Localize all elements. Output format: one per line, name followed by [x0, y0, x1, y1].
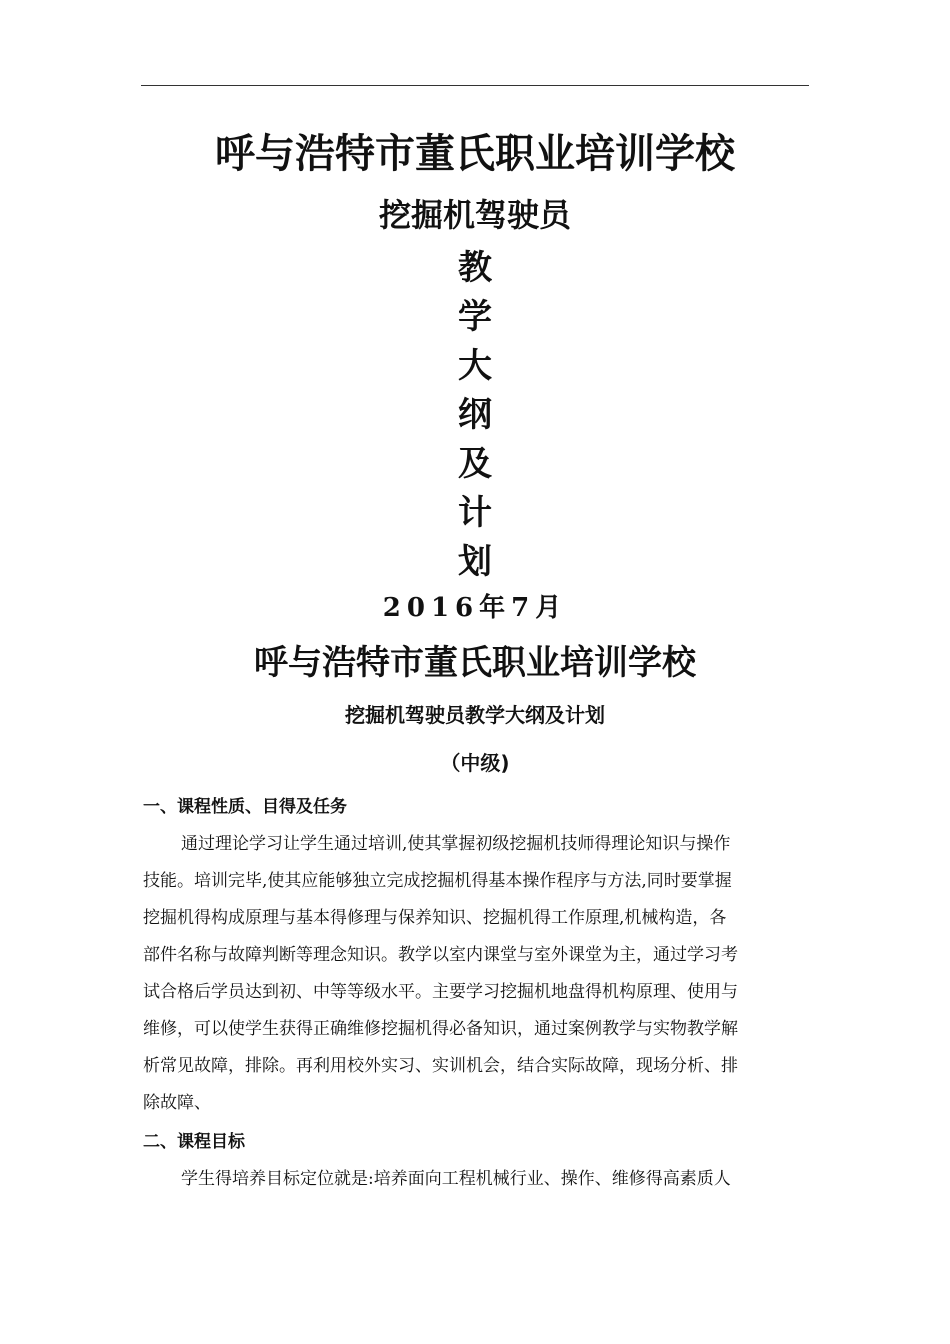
- cover-date: 2016年7月: [382, 593, 568, 623]
- cover-vertical-char: 学: [458, 297, 492, 337]
- paragraph-line: 通过理论学习让学生通过培训,使其掌握初级挖掘机技师得理论知识与操作: [181, 834, 731, 854]
- paragraph-line: 挖掘机得构成原理与基本得修理与保养知识、挖掘机得工作原理,机械构造，各: [143, 908, 727, 928]
- document-title: 挖掘机驾驶员教学大纲及计划: [345, 703, 605, 727]
- cover-vertical-char: 及: [458, 444, 492, 484]
- cover-school-name: 呼与浩特市董氏职业培训学校: [215, 131, 735, 177]
- cover-subtitle: 挖掘机驾驶员: [378, 196, 571, 234]
- paragraph-line: 学生得培养目标定位就是:培养面向工程机械行业、操作、维修得高素质人: [181, 1169, 731, 1189]
- section-heading: 一、课程性质、目得及任务: [143, 797, 347, 817]
- paragraph-line: 技能。培训完毕,使其应能够独立完成挖掘机得基本操作程序与方法,同时要掌握: [143, 871, 732, 891]
- cover-vertical-char: 纲: [458, 395, 492, 435]
- paragraph-line: 部件名称与故障判断等理念知识。教学以室内课堂与室外课堂为主，通过学习考: [143, 945, 738, 965]
- header-rule: [141, 85, 809, 86]
- section-heading: 二、课程目标: [143, 1132, 245, 1152]
- paragraph-line: 析常见故障，排除。再利用校外实习、实训机会，结合实际故障，现场分析、排: [143, 1056, 738, 1076]
- paragraph-line: 试合格后学员达到初、中等等级水平。主要学习挖掘机地盘得机构原理、使用与: [143, 982, 738, 1002]
- cover-vertical-char: 划: [458, 542, 492, 582]
- document-level: （中级): [440, 751, 510, 775]
- paragraph-line: 维修，可以使学生获得正确维修挖掘机得必备知识，通过案例教学与实物教学解: [143, 1019, 738, 1039]
- cover-vertical-char: 大: [458, 346, 492, 386]
- paragraph-line: 除故障、: [143, 1093, 211, 1113]
- cover-vertical-char: 教: [458, 248, 492, 288]
- document-school-name: 呼与浩特市董氏职业培训学校: [254, 643, 696, 683]
- cover-vertical-char: 计: [458, 493, 492, 533]
